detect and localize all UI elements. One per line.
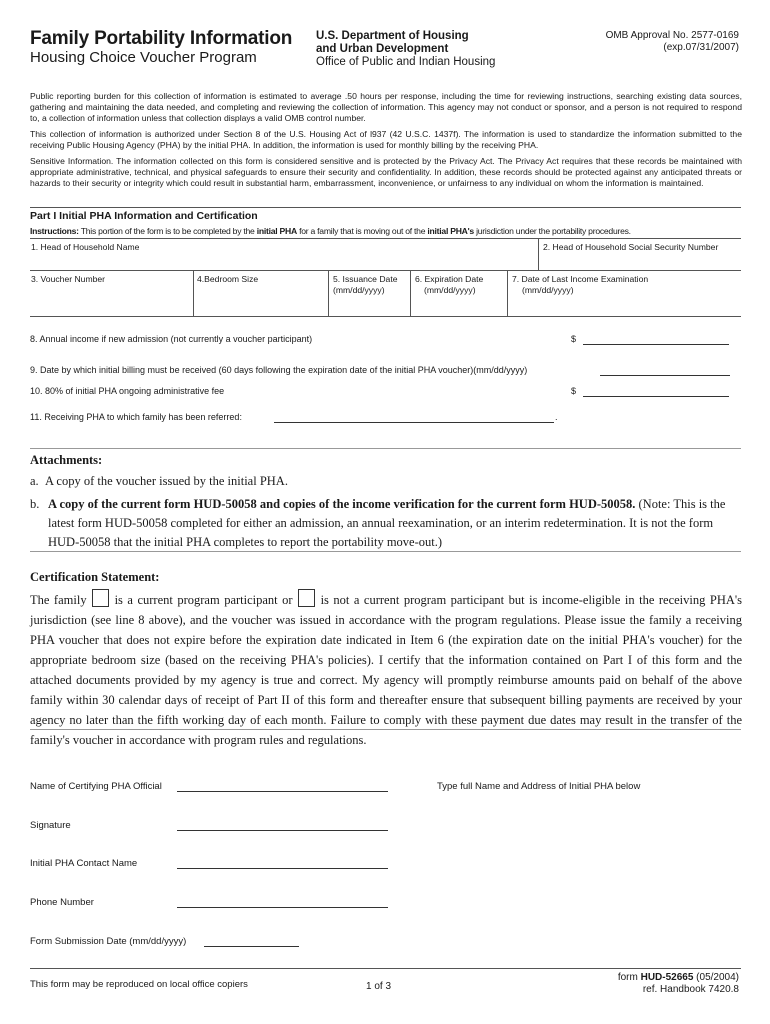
form-reference <box>618 972 739 996</box>
expiration-date-format: (mm/dd/yyyy) <box>424 285 476 295</box>
divider <box>193 270 194 316</box>
annual-income-input[interactable] <box>583 344 729 345</box>
expiration-date-label: 6. Expiration Date <box>415 274 484 284</box>
head-of-household-ssn-field[interactable]: 2. Head of Household Social Security Number <box>543 242 719 252</box>
divider <box>538 238 539 270</box>
submission-date-input[interactable] <box>204 946 299 947</box>
expiration-date-field[interactable] <box>415 274 483 296</box>
instructions-text-b: initial PHA <box>256 226 297 236</box>
agency-line-1: U.S. Department of Housing <box>316 30 469 42</box>
agency-name <box>316 30 469 56</box>
agency-line-2: and Urban Development <box>316 43 449 55</box>
divider <box>30 238 741 239</box>
voucher-number-field[interactable]: 3. Voucher Number <box>31 274 106 284</box>
contact-name-label: Initial PHA Contact Name <box>30 858 138 869</box>
certifying-official-input[interactable] <box>177 791 388 792</box>
line-9-initial-billing-date-label: 9. Date by which initial billing must be received (60 days following the expiration date of the initial PHA voucher)(mm/dd/yyyy) <box>30 365 528 375</box>
burden-statement: Public reporting burden for this collection of information is estimated to average .50 hours per response, including the time for reviewing instructions, searching existing data sources, gathering and maintaining the data needed, and completing and reviewing the collection of information. This agency may not conduct or sponsor, and a person is not required to respond to, a collection of information unless that collection displays a valid OMB control number. <box>30 91 742 123</box>
dollar-sign: $ <box>571 386 577 396</box>
line-10-admin-fee-label: 10. 80% of initial PHA ongoing administrative fee <box>30 386 225 396</box>
attachment-b-bold-text: A copy of the current form HUD-50058 and copies of the income verification for the current form HUD-50058. <box>48 497 636 511</box>
instructions-text-c: for a family that is moving out of the <box>296 226 428 236</box>
form-date: (05/2004) <box>693 972 739 983</box>
phone-number-input[interactable] <box>177 907 388 908</box>
attachment-a <box>30 474 288 489</box>
attachment-b <box>30 495 742 552</box>
last-income-exam-label: 7. Date of Last Income Examination <box>512 274 649 284</box>
divider <box>30 316 741 317</box>
receiving-pha-input[interactable] <box>274 422 554 423</box>
divider <box>30 448 741 449</box>
submission-date-label: Form Submission Date (mm/dd/yyyy) <box>30 936 187 947</box>
instructions-label: Instructions: <box>30 226 79 236</box>
divider <box>410 270 411 316</box>
admin-fee-input[interactable] <box>583 396 729 397</box>
part-1-instructions <box>30 226 631 236</box>
last-income-exam-date-field[interactable] <box>512 274 648 296</box>
line-8-annual-income-label: 8. Annual income if new admission (not currently a voucher participant) <box>30 334 313 344</box>
part-1-heading: Part I Initial PHA Information and Certification <box>30 210 258 222</box>
divider <box>30 207 741 208</box>
handbook-reference: ref. Handbook 7420.8 <box>642 984 739 995</box>
certification-text-1: The family <box>30 593 92 607</box>
bedroom-size-field[interactable]: 4.Bedroom Size <box>197 274 259 284</box>
attachment-a-label: a. <box>30 474 39 488</box>
attachment-b-label: b. <box>30 497 40 511</box>
attachment-a-text: A copy of the voucher issued by the initial PHA. <box>44 474 288 488</box>
certification-heading: Certification Statement: <box>30 570 160 584</box>
omb-number: OMB Approval No. 2577-0169 <box>605 30 739 41</box>
page-number: 1 of 3 <box>366 981 392 992</box>
omb-approval <box>606 30 739 54</box>
last-income-exam-format: (mm/dd/yyyy) <box>522 285 574 295</box>
signature-input[interactable] <box>177 830 388 831</box>
form-prefix: form <box>617 972 641 983</box>
line-11-period: . <box>555 412 558 422</box>
issuance-date-label: 5. Issuance Date <box>333 274 398 284</box>
divider <box>30 729 741 730</box>
reproduction-note: This form may be reproduced on local office copiers <box>30 979 248 990</box>
form-number-line <box>618 972 739 984</box>
phone-number-label: Phone Number <box>30 897 94 908</box>
certifying-official-label: Name of Certifying PHA Official <box>30 781 162 792</box>
form-number: HUD-52665 <box>640 972 694 983</box>
signature-label: Signature <box>30 820 71 831</box>
current-participant-checkbox[interactable] <box>92 589 109 607</box>
head-of-household-name-field[interactable]: 1. Head of Household Name <box>31 242 140 252</box>
issuance-date-field[interactable] <box>333 274 398 296</box>
initial-billing-date-input[interactable] <box>600 375 730 376</box>
sensitive-information-statement: Sensitive Information. The information collected on this form is considered sensitive and is protected by the Privacy Act. The Privacy Act requires that these records be maintained with appropriate administrative, technical, and physical safeguards to ensure their security and confidentiality. In addition, these records should be protected against any anticipated threats or hazards to their security or integrity which could result in substantial harm, embarrassment, inconvenience, or unfairness to any individual on whom the information is maintained. <box>30 156 742 188</box>
divider <box>30 968 741 969</box>
authority-statement: This collection of information is authorized under Section 8 of the U.S. Housing Act of l937 (42 U.S.C. 1437f). The information is used to standardize the information submitted to the receiving Public Housing Agency (PHA) by the initial PHA. In addition, the information is used for monthly billing by the receiving PHA. <box>30 129 742 150</box>
form-title: Family Portability Information <box>30 28 293 49</box>
attachment-b-note: (Note: This is the latest form HUD-50058 completed for either an admission, an annual reexamination, or an interim redetermination. It is not the form HUD-50058 that the initial PHA completes to report the portability move-out.) <box>48 497 726 549</box>
attachments-heading: Attachments: <box>30 453 103 467</box>
divider <box>328 270 329 316</box>
contact-name-input[interactable] <box>177 868 388 869</box>
dollar-sign: $ <box>571 334 577 344</box>
divider <box>30 551 741 552</box>
not-current-participant-checkbox[interactable] <box>298 589 315 607</box>
instructions-text-e: jurisdiction under the portability procedures. <box>473 226 631 236</box>
certification-text-3: is not a current program participant but is income-eligible in the receiving PHA's jurisdiction (see line 8 above), and the voucher was issued in accordance with the program regulations. Please issue the family a receiving PHA voucher that does not expire before the expiration date indicated in Item 6 (the expiration date on the initial PHA's voucher) for the appropriate bedroom size (based on the receiving PHA's policies). I certify that the information contained on Part I of this form and the attached documents provided by my agency is true and correct. My agency will promptly reimburse amounts paid on behalf of the above family within 30 calendar days of receipt of Part II of this form and thereafter ensure that subsequent billing payments are received by your agency no later than the fifth working day of each month. Failure to comply with these payment due dates may result in the transfer of the family's voucher in accordance with program rules and regulations. <box>30 593 742 747</box>
divider <box>507 270 508 316</box>
initial-pha-name-address-label: Type full Name and Address of Initial PHA below <box>437 781 641 792</box>
certification-statement <box>30 589 742 750</box>
instructions-text-d: initial PHA's <box>427 226 474 236</box>
omb-expiration: (exp.07/31/2007) <box>663 42 739 53</box>
form-subtitle: Housing Choice Voucher Program <box>30 49 257 66</box>
instructions-text-a: This portion of the form is to be completed by the <box>78 226 257 236</box>
agency-office: Office of Public and Indian Housing <box>316 56 496 68</box>
issuance-date-format: (mm/dd/yyyy) <box>333 285 385 295</box>
certification-text-2: is a current program participant or <box>110 593 298 607</box>
line-11-receiving-pha-label: 11. Receiving PHA to which family has been referred: <box>30 412 242 422</box>
divider <box>30 270 741 271</box>
